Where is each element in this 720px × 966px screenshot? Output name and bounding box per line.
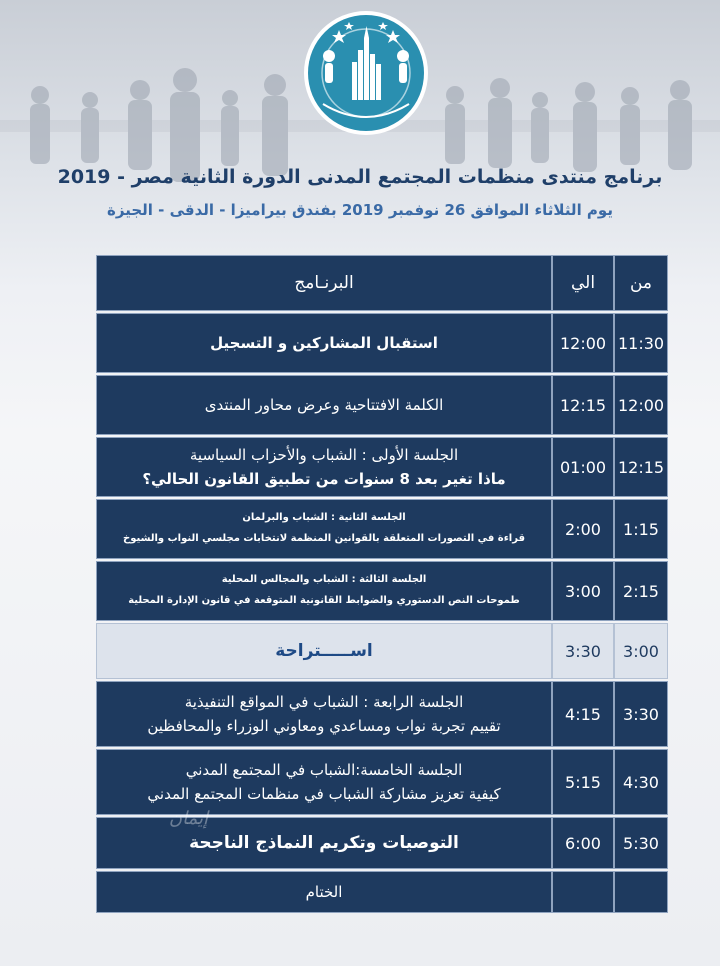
watermark-signature: إيمان xyxy=(168,808,208,829)
program-item xyxy=(96,437,552,497)
program-subtitle: تقييم تجربة نواب ومساعدي ومعاوني الوزراء والمحافظين xyxy=(147,717,501,735)
program-item xyxy=(96,681,552,747)
time-from: 3:30 xyxy=(614,681,668,747)
time-to: 12:15 xyxy=(552,375,614,435)
table-row-closing xyxy=(96,871,668,913)
header-from: من xyxy=(614,255,668,311)
time-to: 2:00 xyxy=(552,499,614,559)
program-item xyxy=(96,375,552,435)
logo-globe-towers-icon xyxy=(301,8,431,138)
program-item xyxy=(96,871,552,913)
time-to: 4:15 xyxy=(552,681,614,747)
table-row xyxy=(96,681,668,747)
program-title: الجلسة الثالثة : الشباب والمجالس المحلية xyxy=(221,574,427,585)
page-subtitle: يوم الثلاثاء الموافق 26 نوفمبر 2019 بفندق بيراميزا - الدقى - الجيزة xyxy=(107,201,613,219)
time-from: 12:00 xyxy=(614,375,668,435)
program-title: الجلسة الرابعة : الشباب في المواقع التنفيذية xyxy=(184,693,464,711)
time-from xyxy=(614,871,668,913)
time-to: 3:00 xyxy=(552,561,614,621)
time-from: 1:15 xyxy=(614,499,668,559)
time-to: 6:00 xyxy=(552,817,614,869)
program-subtitle: طموحات النص الدستوري والضوابط القانونية المتوقعة في قانون الإدارة المحلية xyxy=(128,595,520,606)
table-row xyxy=(96,313,668,373)
program-subtitle: ماذا تغير بعد 8 سنوات من تطبيق القانون الحالي؟ xyxy=(142,470,506,488)
time-from: 11:30 xyxy=(614,313,668,373)
program-item xyxy=(96,313,552,373)
time-from: 5:30 xyxy=(614,817,668,869)
time-from: 4:30 xyxy=(614,749,668,815)
program-title: الجلسة الأولى : الشباب والأحزاب السياسية xyxy=(189,446,459,464)
program-item xyxy=(96,561,552,621)
program-title: الكلمة الافتتاحية وعرض محاور المنتدى xyxy=(204,396,444,414)
table-header-row xyxy=(96,255,668,311)
time-to: 3:30 xyxy=(552,623,614,679)
table-row xyxy=(96,561,668,621)
program-item xyxy=(96,499,552,559)
page-title: برنامج منتدى منظمات المجتمع المدنى الدورة الثانية مصر - 2019 xyxy=(57,166,663,188)
program-title: الجلسة الخامسة:الشباب في المجتمع المدني xyxy=(185,761,463,779)
time-to: 12:00 xyxy=(552,313,614,373)
program-subtitle: قراءة في التصورات المتعلقة بالقوانين المنظمة لانتخابات مجلسي النواب والشيوخ xyxy=(123,533,525,544)
table-row xyxy=(96,499,668,559)
header-to: الي xyxy=(552,255,614,311)
table-row xyxy=(96,749,668,815)
program-title: استقبال المشاركين و التسجيل xyxy=(210,334,438,352)
table-row xyxy=(96,437,668,497)
header-program: البرنـامج xyxy=(96,255,552,311)
table-row xyxy=(96,375,668,435)
program-title: التوصيات وتكريم النماذج الناجحة xyxy=(189,833,459,853)
program-item xyxy=(96,623,552,679)
program-subtitle: كيفية تعزيز مشاركة الشباب في منظمات المجتمع المدني xyxy=(147,785,501,803)
break-label: اســـــتراحة xyxy=(275,641,373,661)
table-row-break xyxy=(96,623,668,679)
time-to xyxy=(552,871,614,913)
program-item xyxy=(96,749,552,815)
time-to: 5:15 xyxy=(552,749,614,815)
time-from: 3:00 xyxy=(614,623,668,679)
program-title: الجلسة الثانية : الشباب والبرلمان xyxy=(242,512,406,523)
time-from: 12:15 xyxy=(614,437,668,497)
program-title: الختام xyxy=(305,883,343,901)
time-to: 01:00 xyxy=(552,437,614,497)
time-from: 2:15 xyxy=(614,561,668,621)
